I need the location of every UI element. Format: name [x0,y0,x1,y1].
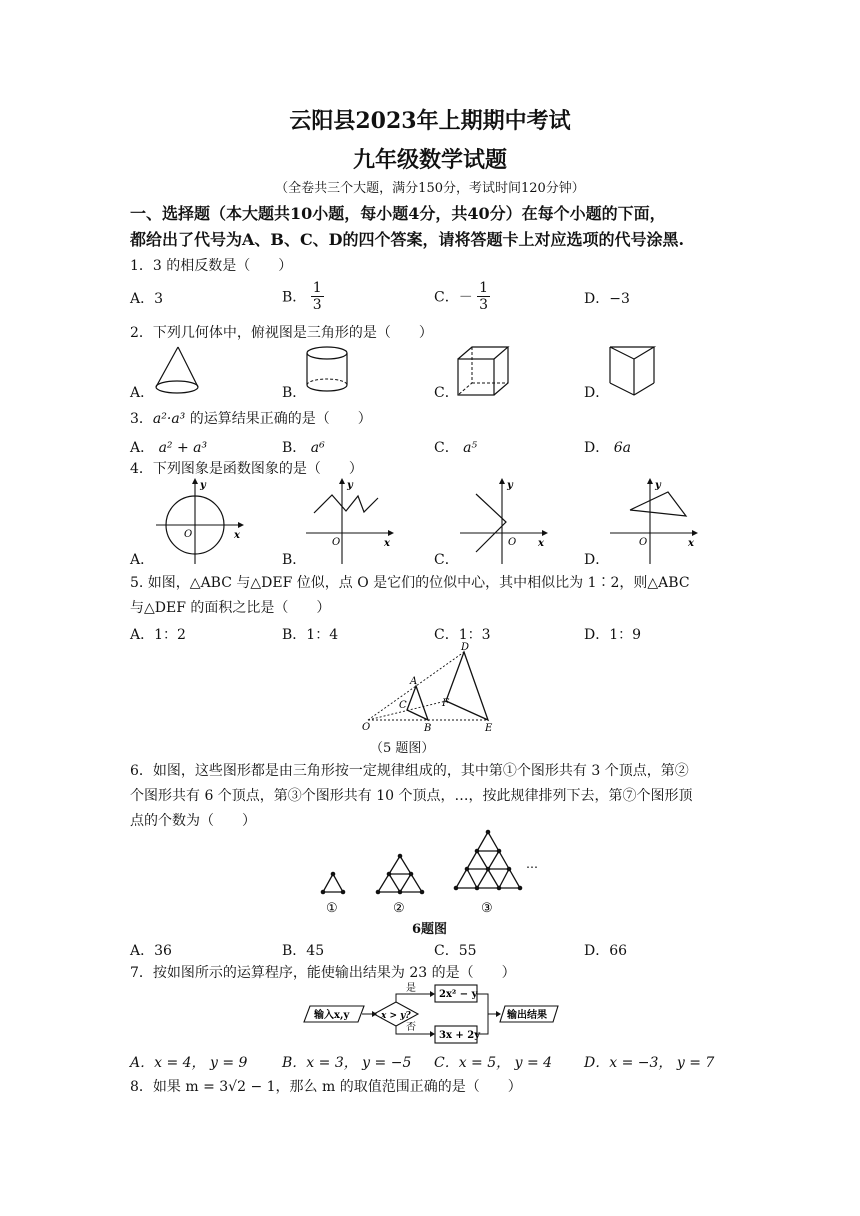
option-label: A． [130,440,155,456]
q4-option-b: B． [282,552,307,568]
q2-option-a: A． [130,385,155,401]
point-label-e: E [485,723,493,734]
flow-yes-label: 是 [406,983,416,994]
q7-stem: 7．按如图所示的运算程序，能使输出结果为 23 的是（ ） [130,965,516,981]
q5-option-a: A．1：2 [130,627,186,643]
point-label-d: D [461,642,470,653]
q5-stem-line2: 与△DEF 的面积之比是（ ） [130,600,331,616]
q3-stem-expression: a²·a³ [152,411,186,427]
point-label-b: B [424,723,432,734]
q2-stem: 2．下列几何体中，俯视图是三角形的是（ ） [130,325,433,341]
exam-title: 云阳县2023年上期期中考试 [289,108,571,134]
q1-option-c-label: C．－ [434,289,473,306]
q4-option-c: C． [434,552,459,568]
q6-stem-line3: 点的个数为（ ） [130,813,256,829]
q1-option-c [434,280,490,313]
q2-option-c: C． [434,385,459,401]
q1-option-b-fraction [311,280,324,313]
origin-label: O [508,537,517,548]
cylinder-figure [304,345,350,400]
pattern-2 [376,854,425,895]
option-label: D． [584,440,610,456]
point-label-a: A [410,676,418,687]
q6-triangle-pattern-figure [312,826,552,916]
graph-b-zigzag [302,478,402,568]
prism-figure [608,345,658,400]
fraction-denominator: 3 [312,297,322,313]
origin-label: O [332,537,341,548]
section-heading-line1: 一、选择题（本大题共10小题，每小题4分，共40分）在每个小题的下面， [130,204,666,223]
exam-subtitle: 九年级数学试题 [352,147,507,173]
q3-option-c [434,437,477,457]
pattern-ellipsis: … [526,857,538,871]
q3-option-d [584,437,631,457]
pattern-label-2: ② [393,901,405,916]
q3-option-a [130,437,207,457]
q5-figure-caption: （5 题图） [370,741,435,756]
x-axis-label: x [688,538,694,549]
cone-figure [152,345,202,400]
q4-option-d: D． [584,552,610,568]
q6-stem-line1: 6．如图，这些图形都是由三角形按一定规律组成的，其中第①个图形共有 3 个顶点，第② [130,763,689,779]
q3-option-b-expression: a⁶ [310,440,325,456]
q7-option-b: B．x = 3， y = −5 [282,1055,412,1071]
point-label-c: C [399,700,407,711]
flow-output-label: 输出结果 [507,1010,547,1021]
q6-option-a: A．36 [130,943,172,959]
q1-stem: 1．3 的相反数是（ ） [130,258,293,274]
pattern-label-1: ① [326,901,338,916]
option-label: C． [434,440,459,456]
q1-option-c-fraction [477,280,490,313]
pattern-3 [454,830,523,891]
fraction-numerator: 1 [312,280,322,296]
option-label: B． [282,440,307,456]
y-axis-label: y [200,480,206,491]
graph-a-circle [152,478,252,568]
q2-option-b: B． [282,385,307,401]
q4-option-a: A． [130,552,155,568]
origin-label: O [639,537,648,548]
q5-stem-line1: 5. 如图，△ABC 与△DEF 位似，点 O 是它们的位似中心，其中相似比为 1∶2，则△ABC [130,575,690,591]
q7-flowchart [302,982,562,1044]
origin-label: O [184,529,193,540]
q7-option-d: D．x = −3， y = 7 [584,1055,715,1071]
q2-option-d: D． [584,385,610,401]
q3-stem-pre: 3． [130,411,153,427]
q7-option-c: C．x = 5， y = 4 [434,1055,553,1071]
q5-option-c: C．1：3 [434,627,491,643]
pattern-label-3: ③ [481,901,493,916]
flow-no-label: 否 [406,1022,416,1033]
q5-option-d: D．1：9 [584,627,642,643]
flow-expr-yes: 2x² − y [439,989,478,1000]
q5-option-b: B．1：4 [282,627,339,643]
q8-stem: 8．如果 m = 3√2 − 1，那么 m 的取值范围正确的是（ ） [130,1079,522,1095]
fraction-numerator: 1 [479,280,489,296]
q3-stem-post: 的运算结果正确的是（ ） [185,411,372,427]
q3-option-d-expression: 6a [613,440,631,456]
y-axis-label: y [655,480,661,491]
q1-option-d: D．−3 [584,291,630,307]
q1-option-b-label: B． [282,289,307,306]
fraction-denominator: 3 [479,297,489,313]
q3-stem [130,406,730,432]
x-axis-label: x [384,538,390,549]
q6-stem-line2: 个图形共有 6 个顶点，第③个图形共有 10 个顶点，…，按此规律排列下去，第⑦个图形顶 [130,788,693,804]
flow-expr-no: 3x + 2y [439,1030,481,1041]
q3-option-c-expression: a⁵ [463,440,478,456]
q3-option-a-expression: a² + a³ [158,440,208,456]
x-axis-label: x [538,538,544,549]
graph-d-triangle [606,478,706,568]
q6-option-b: B．45 [282,943,325,959]
q4-stem: 4．下列图象是函数图象的是（ ） [130,461,363,477]
flow-condition-label: x > y? [381,1011,411,1021]
y-axis-label: y [507,480,513,491]
q6-figure-caption: 6题图 [412,922,448,937]
q1-option-a: A．3 [130,291,164,307]
y-axis-label: y [347,480,353,491]
q6-option-d: D．66 [584,943,628,959]
point-label-f: F [442,698,449,709]
exam-note: （全卷共三个大题，满分150分，考试时间120分钟） [275,181,585,196]
x-axis-label: x [234,530,240,541]
cube-figure [456,345,512,400]
point-label-o: O [362,722,371,733]
q7-option-a: A．x = 4， y = 9 [130,1055,248,1071]
pattern-1 [321,872,346,895]
section-heading-line2: 都给出了代号为A、B、C、D的四个答案，请将答题卡上对应选项的代号涂黑. [130,230,685,249]
flow-input-label: 输入x,y [314,1010,350,1021]
q5-similar-triangles-figure [360,640,510,740]
graph-c-vshape [456,478,556,568]
q1-option-b [282,280,324,313]
q3-option-b [282,437,325,457]
q6-option-c: C．55 [434,943,477,959]
